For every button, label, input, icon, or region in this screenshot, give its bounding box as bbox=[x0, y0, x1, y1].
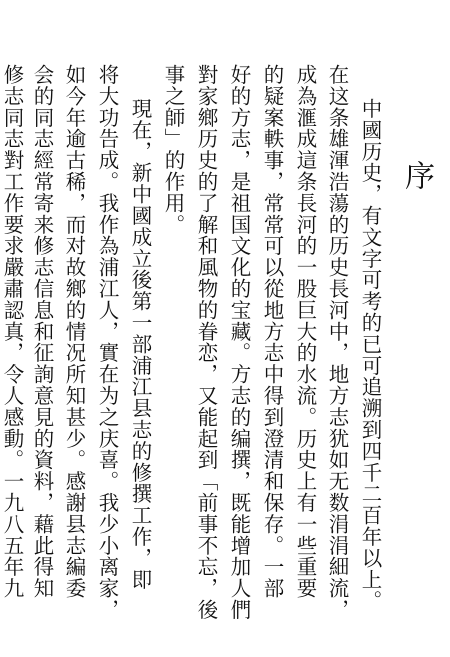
text-column-7: 事之師」的作用。 bbox=[161, 64, 185, 236]
page-title: 序 bbox=[399, 160, 434, 190]
text-column-6: 對家鄉历史的了解和風物的眷恋，又能起到「前事不忘，後 bbox=[194, 64, 218, 621]
text-column-11: 会的同志經常寄来修志信息和征詢意見的資料，藉此得知 bbox=[30, 64, 54, 599]
text-column-12: 修志同志對工作要求嚴肅認真，令人感動。一九八五年九 bbox=[0, 64, 24, 599]
text-column-10: 如今年逾古稀，而对故鄉的情况所知甚少。感謝县志編委 bbox=[62, 64, 86, 599]
text-column-9: 将大功告成。我作為浦江人，實在为之庆喜。我少小离家， bbox=[95, 64, 119, 621]
text-column-3: 成為滙成這条長河的一股巨大的水流。历史上有一些重要 bbox=[293, 64, 317, 599]
text-column-2: 在这条雄渾浩蕩的历史長河中，地方志犹如无数涓涓細流， bbox=[325, 64, 349, 621]
text-column-8: 現在，新中國成立後第一部浦江县志的修撰工作，即 bbox=[128, 98, 152, 591]
text-column-4: 的疑案軼事，常常可以從地方志中得到澄清和保存。一部 bbox=[260, 64, 284, 599]
text-column-5: 好的方志，是祖国文化的宝藏。方志的编撰，既能增加人們 bbox=[227, 64, 251, 621]
text-column-1: 中國历史，有文字可考的已可追溯到四千二百年以上。 bbox=[358, 98, 382, 612]
